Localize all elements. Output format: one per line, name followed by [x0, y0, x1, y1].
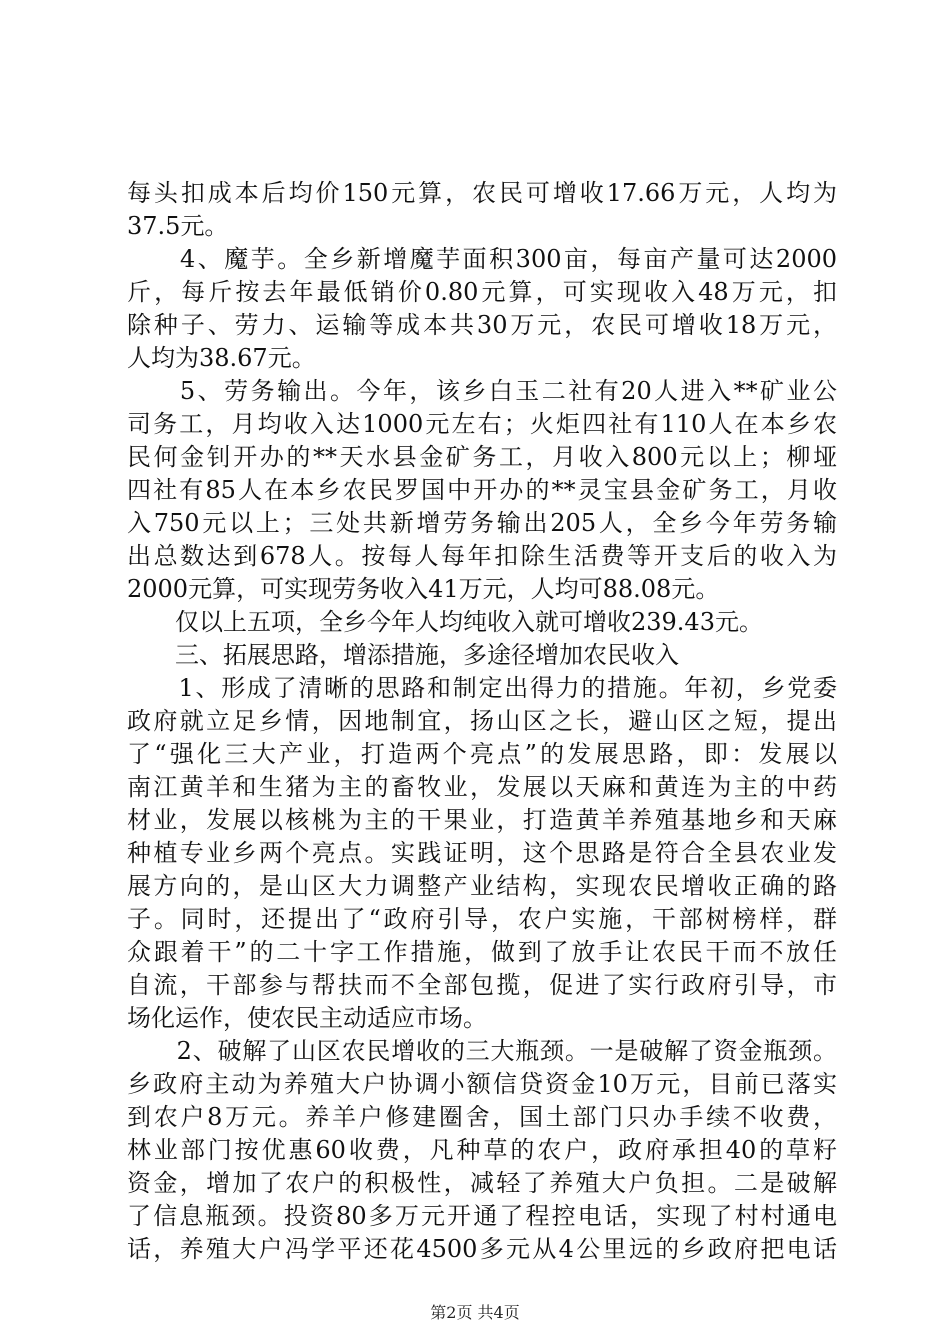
text-line: 5、劳务输出。今年，该乡白玉二社有20人进入**矿业公 [127, 377, 837, 405]
text-line: 入750元以上；三处共新增劳务输出205人，全乡今年劳务输 [127, 509, 837, 537]
text-line: 了“强化三大产业，打造两个亮点”的发展思路，即：发展以 [127, 740, 837, 768]
text-line: 场化运作，使农民主动适应市场。 [127, 1004, 487, 1032]
text-line: 每头扣成本后均价150元算，农民可增收17.66万元，人均为 [127, 179, 837, 207]
text-line: 政府就立足乡情，因地制宜，扬山区之长，避山区之短，提出 [127, 707, 837, 735]
text-line: 1、形成了清晰的思路和制定出得力的措施。年初，乡党委 [127, 674, 837, 702]
text-line: 斤，每斤按去年最低销价0.80元算，可实现收入48万元，扣 [127, 278, 837, 306]
text-line: 仅以上五项，全乡今年人均纯收入就可增收239.43元。 [127, 608, 763, 636]
text-line: 四社有85人在本乡农民罗国中开办的**灵宝县金矿务工，月收 [127, 476, 837, 504]
text-line: 到农户8万元。养羊户修建圈舍，国土部门只办手续不收费， [127, 1103, 837, 1131]
text-line: 林业部门按优惠60收费，凡种草的农户，政府承担40的草籽 [127, 1136, 837, 1164]
text-line: 除种子、劳力、运输等成本共30万元，农民可增收18万元， [127, 311, 837, 339]
text-line: 资金，增加了农户的积极性，减轻了养殖大户负担。二是破解 [127, 1169, 837, 1197]
text-line: 众跟着干”的二十字工作措施，做到了放手让农民干而不放任 [127, 938, 837, 966]
text-line: 种植专业乡两个亮点。实践证明，这个思路是符合全县农业发 [127, 839, 837, 867]
text-line: 司务工，月均收入达1000元左右；火炬四社有110人在本乡农 [127, 410, 837, 438]
text-line: 人均为38.67元。 [127, 344, 316, 372]
text-line: 2、破解了山区农民增收的三大瓶颈。一是破解了资金瓶颈。 [127, 1037, 837, 1065]
text-line: 4、魔芋。全乡新增魔芋面积300亩，每亩产量可达2000 [127, 245, 837, 273]
text-line: 37.5元。 [127, 212, 229, 240]
text-line: 了信息瓶颈。投资80多万元开通了程控电话，实现了村村通电 [127, 1202, 837, 1230]
text-line: 民何金钊开办的**天水县金矿务工，月收入800元以上；柳垭 [127, 443, 837, 471]
section-heading: 三、拓展思路，增添措施，多途径增加农民收入 [127, 641, 679, 669]
text-line: 材业，发展以核桃为主的干果业，打造黄羊养殖基地乡和天麻 [127, 806, 837, 834]
text-line: 南江黄羊和生猪为主的畜牧业，发展以天麻和黄连为主的中药 [127, 773, 837, 801]
text-line: 乡政府主动为养殖大户协调小额信贷资金10万元，目前已落实 [127, 1070, 837, 1098]
text-line: 子。同时，还提出了“政府引导，农户实施，干部树榜样，群 [127, 905, 837, 933]
text-line: 2000元算，可实现劳务收入41万元，人均可88.08元。 [127, 575, 720, 603]
text-line: 展方向的，是山区大力调整产业结构，实现农民增收正确的路 [127, 872, 837, 900]
text-line: 话，养殖大户冯学平还花4500多元从4公里远的乡政府把电话 [127, 1235, 837, 1263]
page-footer: 第2页 共4页 [430, 1303, 520, 1322]
text-line: 出总数达到678人。按每人每年扣除生活费等开支后的收入为 [127, 542, 837, 570]
text-line: 自流，干部参与帮扶而不全部包揽，促进了实行政府引导，市 [127, 971, 837, 999]
